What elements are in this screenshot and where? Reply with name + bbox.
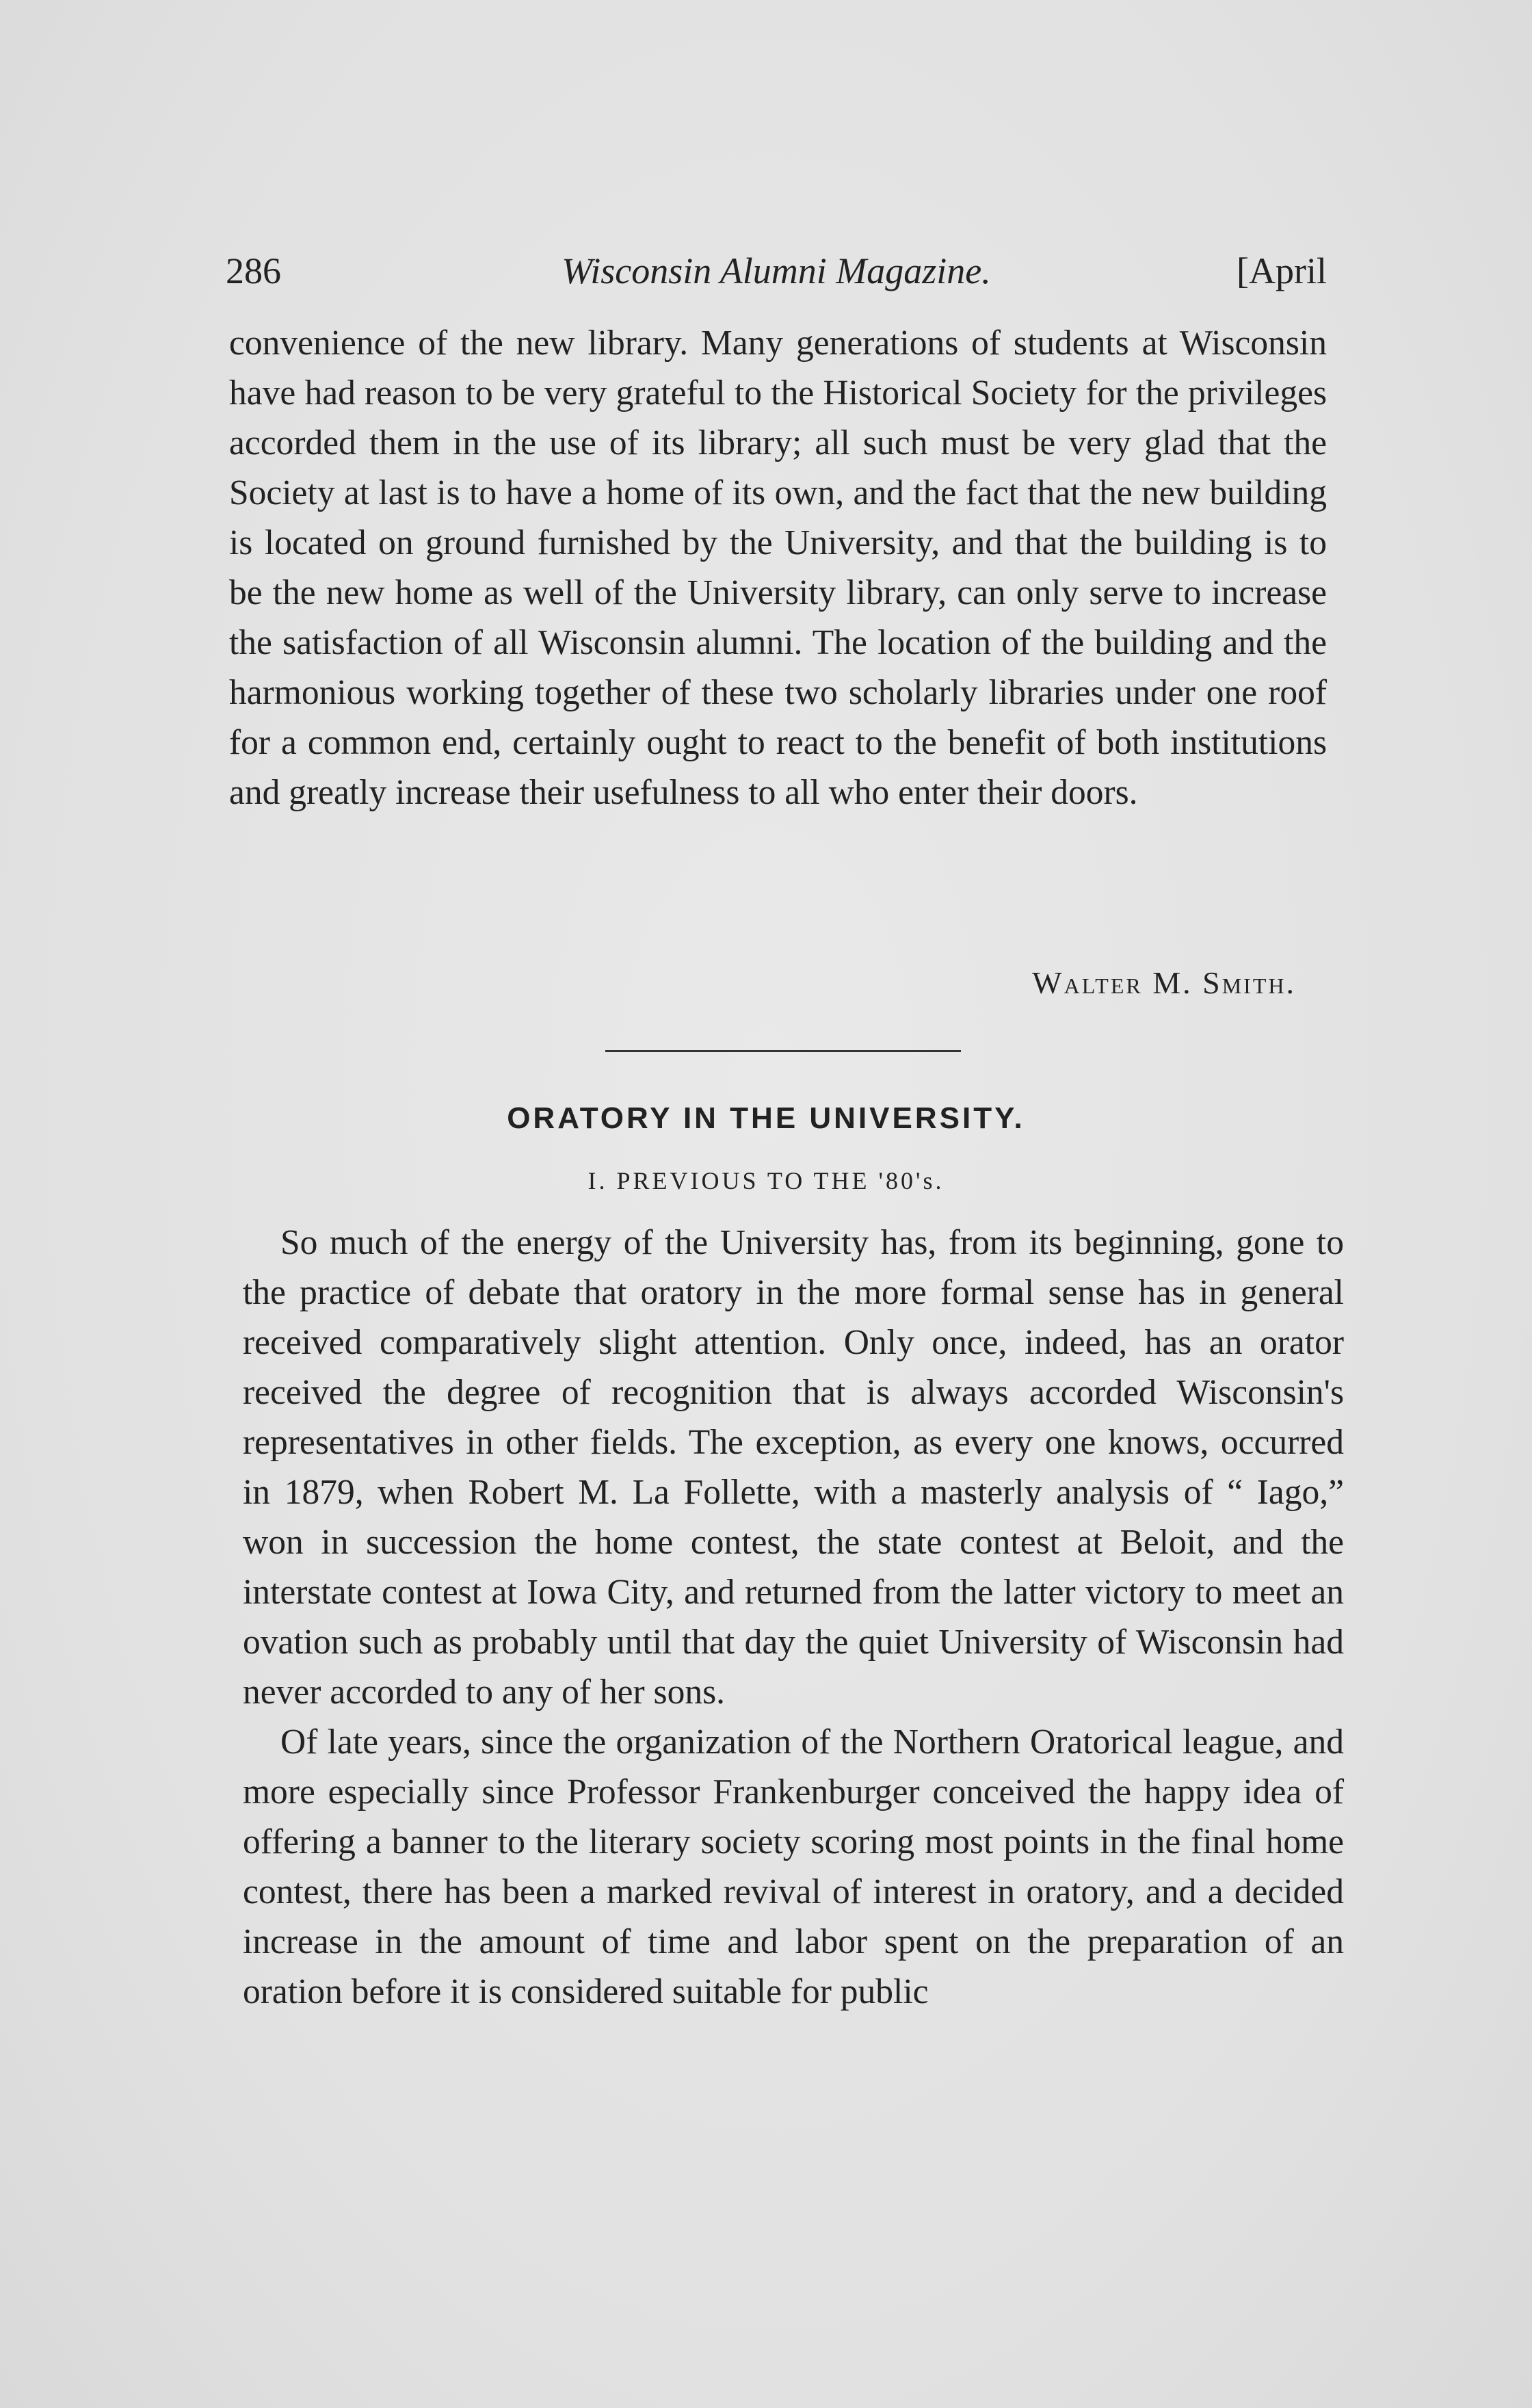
continued-text — [229, 318, 1327, 817]
section-divider — [605, 1050, 961, 1052]
signature-text: Walter M. Smith. — [1032, 965, 1296, 1000]
article-subheading: I. PREVIOUS TO THE '80's. — [587, 1167, 945, 1194]
paragraph: So much of the energy of the University has, from its beginning, gone to the practice of debate that oratory in the more formal sense has in general received comparatively slight attention. Only once, indeed, has an orator received the degree of recognition that is always accorded Wisconsin's representatives in other fields. The exception, as every one knows, occurred in 1879, when Robert M. La Follette, with a masterly analysis of “ Iago,” won in succession the home contest, the state contest at Beloit, and the interstate contest at Iowa City, and returned from the latter victory to meet an ovation such as probably until that day the quiet University of Wisconsin had never accorded to any of her sons. — [243, 1223, 1344, 1712]
issue-month: [April — [1237, 250, 1327, 291]
article-body — [243, 1218, 1344, 2017]
paragraph: Of late years, since the organization of the Northern Oratorical league, and more especially since Professor Frankenburger conceived the happy idea of offering a banner to the literary society scoring most points in the final home contest, there has been a marked revival of interest in oratory, and a decided increase in the amount of time and labor spent on the preparation of an oration before it is considered suitable for public — [243, 1723, 1344, 2011]
article-title: ORATORY IN THE UNIVERSITY. — [507, 1101, 1025, 1135]
page-number: 286 — [226, 250, 281, 291]
running-header — [226, 250, 1327, 304]
running-title: Wisconsin Alumni Magazine. — [562, 250, 991, 291]
paragraph: convenience of the new library. Many generations of students at Wisconsin have had reason to be very grateful to the Historical Society for the privileges accorded them in the use of its library; all such must be very glad that the Society at last is to have a home of its own, and the fact that the new building is located on ground furnished by the University, and that the building is to be the new home as well of the University library, can only serve to increase the satisfaction of all Wisconsin alumni. The location of the building and the harmonious working together of these two scholarly libraries under one roof for a common end, certainly ought to react to the benefit of both institutions and greatly increase their usefulness to all who enter their doors. — [229, 324, 1327, 812]
author-signature — [1032, 965, 1296, 1001]
